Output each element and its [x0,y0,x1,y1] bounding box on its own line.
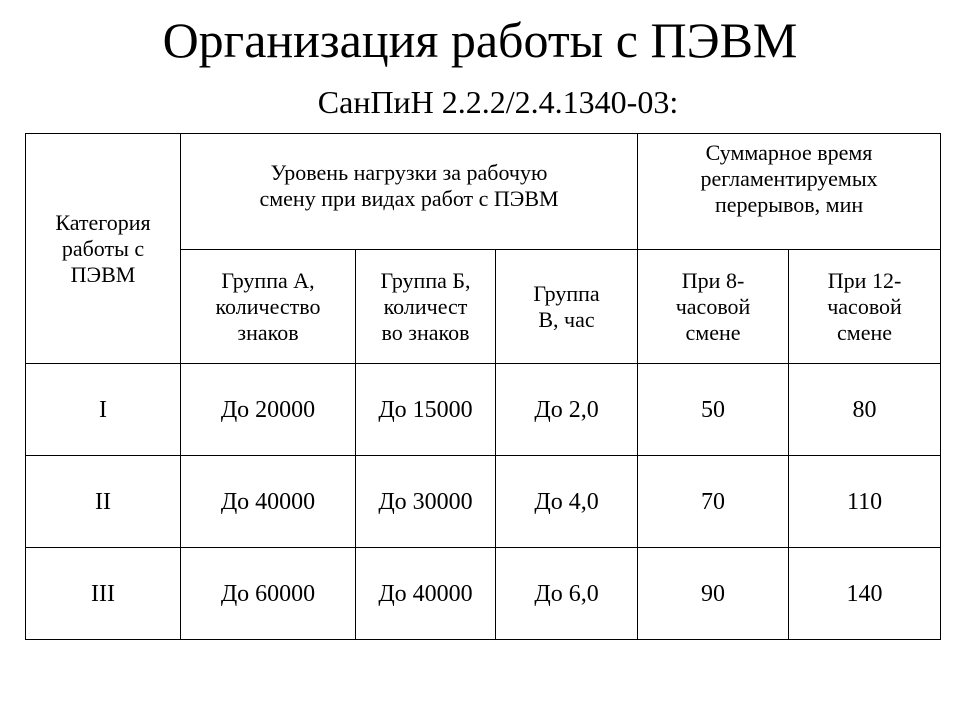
cell-group-b: До 15000 [356,364,496,456]
cell-group-a: До 60000 [181,548,356,640]
cell-shift-12: 110 [789,456,941,548]
cell-group-v: До 6,0 [496,548,638,640]
cell-shift-12: 140 [789,548,941,640]
header-category: Категория работы с ПЭВМ [26,134,181,364]
cell-group-b: До 40000 [356,548,496,640]
cell-group-a: До 40000 [181,456,356,548]
cell-group-v: До 2,0 [496,364,638,456]
header-load-level: Уровень нагрузки за рабочую смену при видах работ с ПЭВМ [181,134,638,250]
subtitle-text: СанПиН 2.2.2/2.4.1340-03: [317,84,679,120]
table-row [26,456,941,548]
cell-group-b: До 30000 [356,456,496,548]
header-group-v: Группа В, час [496,250,638,364]
header-shift-8: При 8- часовой смене [638,250,789,364]
cell-category: III [26,548,181,640]
cell-shift-8: 90 [638,548,789,640]
header-group-a: Группа А, количество знаков [181,250,356,364]
header-group-b: Группа Б, количест во знаков [356,250,496,364]
table-row [26,548,941,640]
work-load-table [25,133,941,640]
cell-category: I [26,364,181,456]
cell-group-a: До 20000 [181,364,356,456]
slide-subtitle [0,80,960,124]
slide-title: Организация работы с ПЭВМ [162,12,798,68]
header-shift-12: При 12- часовой смене [789,250,941,364]
cell-shift-12: 80 [789,364,941,456]
header-break-time: Суммарное время регламентируемых перерывов, мин [638,134,941,250]
cell-shift-8: 70 [638,456,789,548]
cell-category: II [26,456,181,548]
cell-group-v: До 4,0 [496,456,638,548]
table-row [26,364,941,456]
table-header-row-1 [26,134,941,250]
cell-shift-8: 50 [638,364,789,456]
